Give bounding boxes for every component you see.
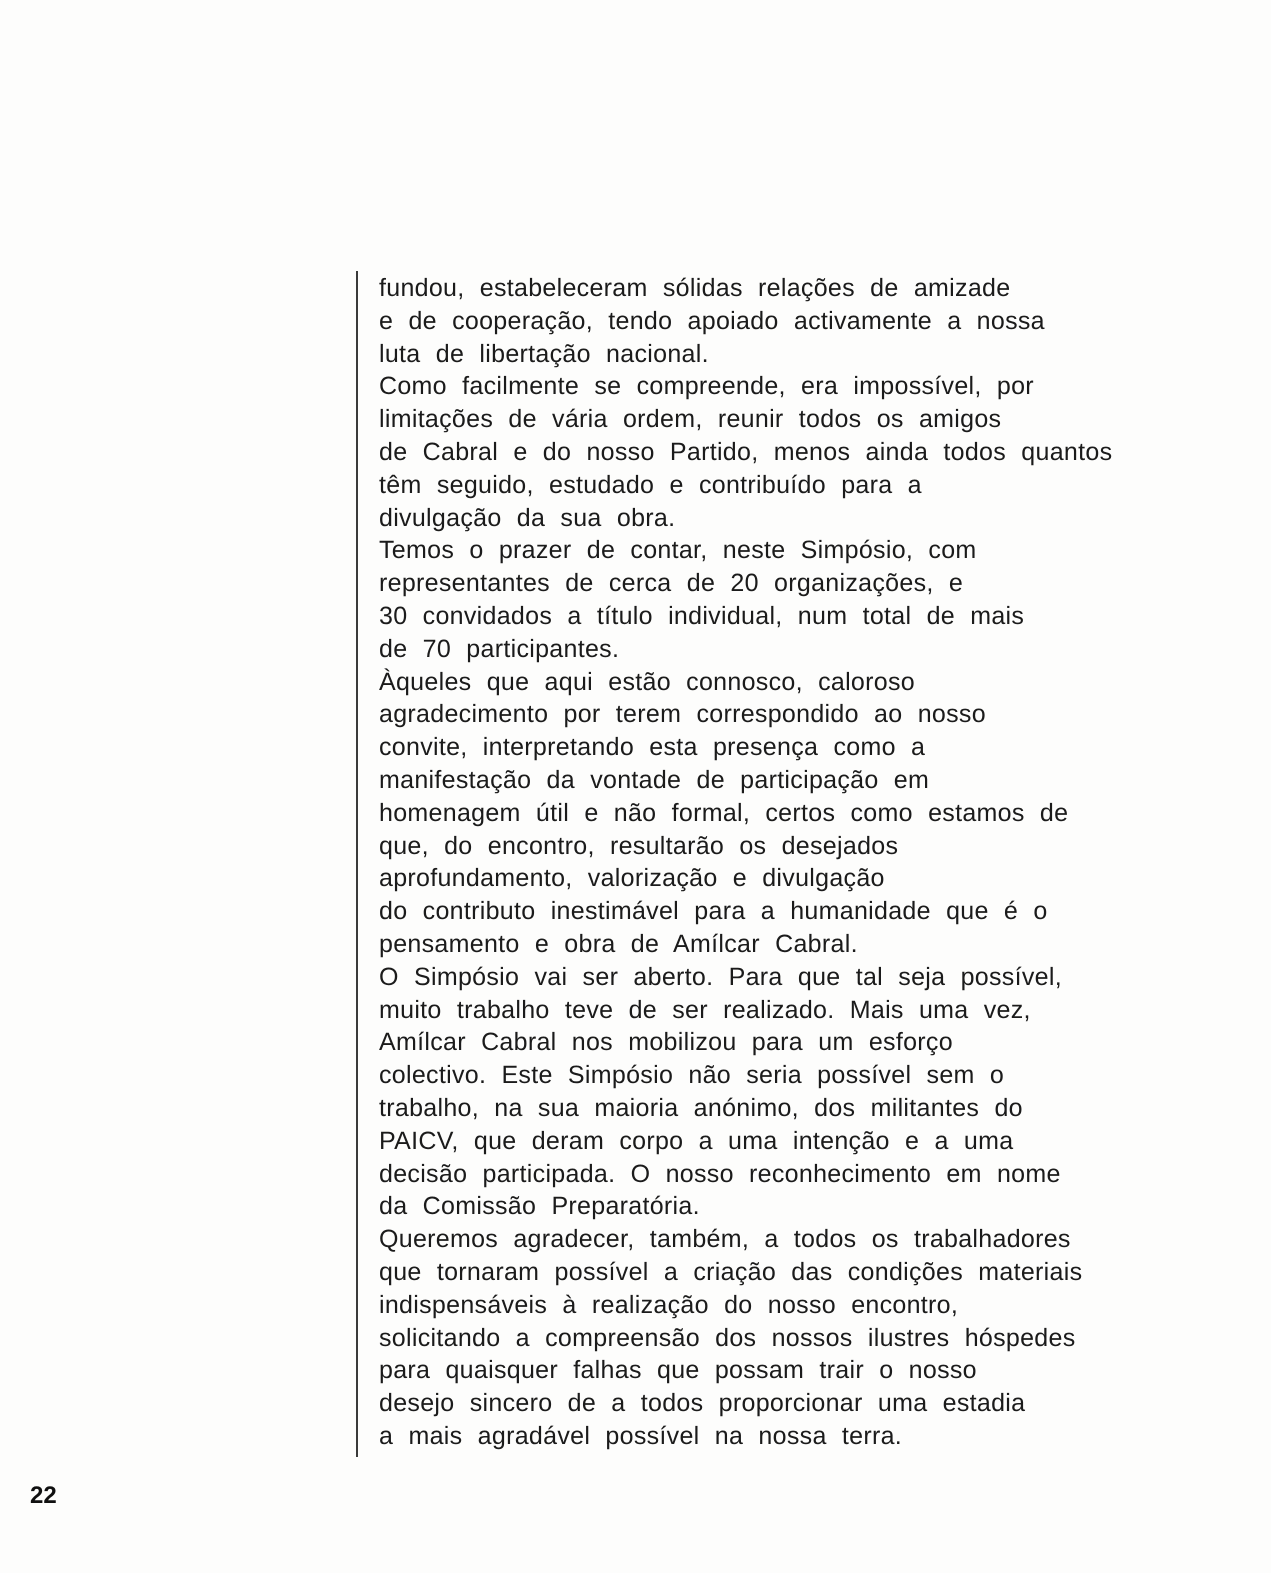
text-line: Temos o prazer de contar, neste Simpósio, com [379,536,977,565]
text-line: trabalho, na sua maioria anónimo, dos militantes do [379,1093,1023,1122]
text-line: aprofundamento, valorização e divulgação [379,864,885,893]
text-line: da Comissão Preparatória. [379,1192,700,1221]
text-line: convite, interpretando esta presença como a [379,733,926,762]
text-line: divulgação da sua obra. [379,503,676,532]
text-line: a mais agradável possível na nossa terra. [379,1421,903,1450]
text-line: limitações de vária ordem, reunir todos os amigos [379,405,1002,434]
text-line: desejo sincero de a todos proporcionar uma estadia [379,1389,1026,1418]
text-line: têm seguido, estudado e contribuído para a [379,470,922,499]
text-line: homenagem útil e não formal, certos como estamos de [379,798,1069,827]
text-line: indispensáveis à realização do nosso encontro, [379,1290,959,1319]
text-line: muito trabalho teve de ser realizado. Mais uma vez, [379,995,1031,1024]
text-line: PAICV, que deram corpo a uma intenção e a uma [379,1126,1014,1155]
page-number: 22 [30,1482,57,1509]
text-line: e de cooperação, tendo apoiado activamente a nossa [379,306,1045,335]
text-line: para quaisquer falhas que possam trair o nosso [379,1356,977,1385]
text-line: Como facilmente se compreende, era impossível, por [379,372,1034,401]
text-line: O Simpósio vai ser aberto. Para que tal seja possível, [379,962,1062,991]
text-line: agradecimento por terem correspondido ao nosso [379,700,986,729]
text-line: manifestação da vontade de participação em [379,765,930,794]
left-margin-rule [356,271,358,1457]
text-line: que, do encontro, resultarão os desejados [379,831,899,860]
text-line: Queremos agradecer, também, a todos os trabalhadores [379,1225,1071,1254]
text-line: de Cabral e do nosso Partido, menos ainda todos quantos [379,437,1113,466]
text-line: do contributo inestimável para a humanidade que é o [379,897,1048,926]
text-line: luta de libertação nacional. [379,339,709,368]
text-line: 30 convidados a título individual, num total de mais [379,601,1025,630]
text-line: pensamento e obra de Amílcar Cabral. [379,929,858,958]
text-line: colectivo. Este Simpósio não seria possível sem o [379,1061,1005,1090]
text-line: Amílcar Cabral nos mobilizou para um esforço [379,1028,953,1057]
text-line: representantes de cerca de 20 organizações, e [379,569,964,598]
text-line: Àqueles que aqui estão connosco, caloroso [379,667,915,696]
text-lines [379,272,1224,1453]
text-line: que tornaram possível a criação das condições materiais [379,1257,1083,1286]
text-line: decisão participada. O nosso reconhecimento em nome [379,1159,1061,1188]
text-line: fundou, estabeleceram sólidas relações de amizade [379,274,1011,302]
text-line: de 70 participantes. [379,634,620,663]
text-line: solicitando a compreensão dos nossos ilustres hóspedes [379,1323,1076,1352]
